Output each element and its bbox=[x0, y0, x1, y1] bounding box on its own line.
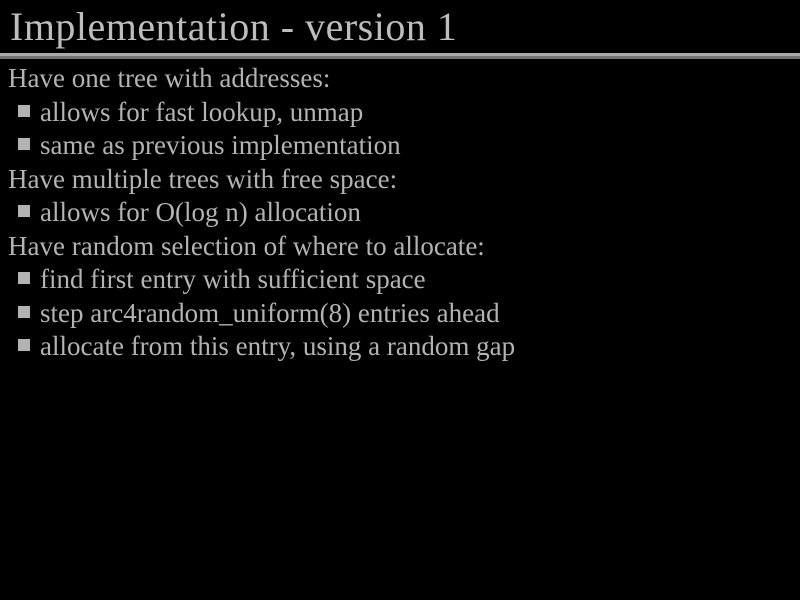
bullet-square-icon bbox=[18, 105, 30, 117]
text-line bbox=[8, 62, 800, 96]
bullet-line bbox=[8, 96, 800, 130]
slide-body bbox=[8, 62, 800, 364]
bullet-line bbox=[8, 297, 800, 331]
bullet-square-icon bbox=[18, 205, 30, 217]
bullet-line bbox=[8, 196, 800, 230]
bullet-square-icon bbox=[18, 272, 30, 284]
text-line bbox=[8, 230, 800, 264]
bullet-line bbox=[8, 330, 800, 364]
line-text: Have random selection of where to allocate: bbox=[8, 230, 485, 261]
line-text: find first entry with sufficient space bbox=[40, 264, 426, 294]
page-title: Implementation - version 1 bbox=[10, 4, 458, 49]
title-underline-shadow bbox=[0, 56, 800, 59]
bullet-square-icon bbox=[18, 138, 30, 150]
bullet-line bbox=[8, 263, 800, 297]
line-text: allows for O(log n) allocation bbox=[40, 197, 361, 227]
line-text: Have one tree with addresses: bbox=[8, 63, 331, 93]
bullet-square-icon bbox=[18, 306, 30, 318]
text-line bbox=[8, 163, 800, 197]
title-underline bbox=[0, 53, 800, 59]
line-text: step arc4random_uniform(8) entries ahead bbox=[40, 297, 500, 328]
line-text: allows for fast lookup, unmap bbox=[40, 96, 364, 127]
bullet-line bbox=[8, 129, 800, 163]
line-text: same as previous implementation bbox=[40, 130, 401, 160]
bullet-square-icon bbox=[18, 339, 30, 351]
line-text: Have multiple trees with free space: bbox=[8, 163, 398, 194]
line-text: allocate from this entry, using a random gap bbox=[40, 331, 516, 361]
